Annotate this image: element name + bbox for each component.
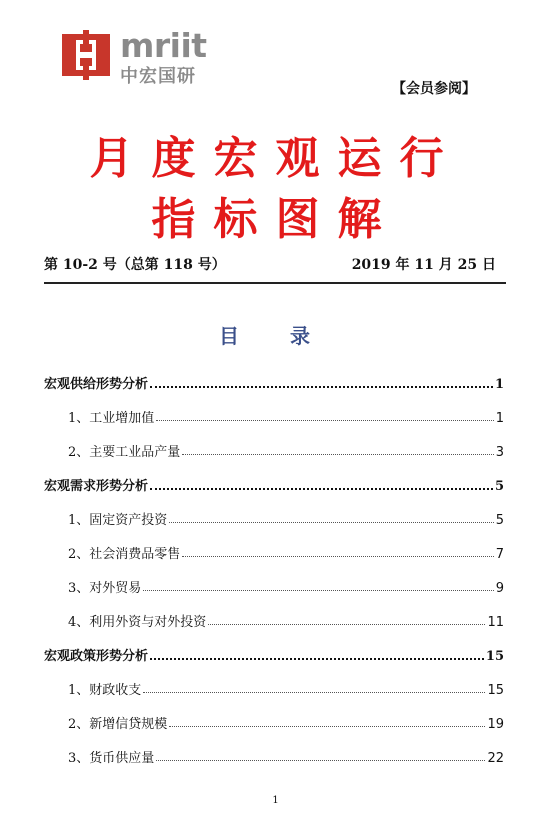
toc-heading: 目 录 bbox=[219, 324, 332, 348]
toc-leader bbox=[143, 692, 485, 693]
toc-label: 宏观供给形势分析 bbox=[44, 377, 149, 392]
toc-page: 15 bbox=[485, 649, 504, 664]
toc-label: 1、工业增加值 bbox=[68, 411, 155, 426]
toc-item-industrial-output[interactable] bbox=[44, 426, 504, 460]
toc-leader bbox=[182, 454, 493, 455]
toc-label: 3、货币供应量 bbox=[68, 751, 155, 766]
toc-page: 19 bbox=[487, 717, 504, 732]
toc-label: 1、财政收支 bbox=[68, 683, 142, 698]
toc-leader bbox=[143, 590, 493, 591]
issue-date: 2019 年 11 月 25 日 bbox=[351, 257, 496, 273]
toc-section-policy[interactable] bbox=[44, 630, 504, 664]
table-of-contents bbox=[44, 358, 504, 766]
toc-item-retail-sales[interactable] bbox=[44, 528, 504, 562]
toc-page: 3 bbox=[495, 445, 504, 460]
toc-item-foreign-trade[interactable] bbox=[44, 562, 504, 596]
toc-leader bbox=[169, 522, 493, 523]
toc-label: 宏观需求形势分析 bbox=[44, 479, 149, 494]
toc-label: 4、利用外资与对外投资 bbox=[68, 615, 207, 630]
toc-item-industrial-value-added[interactable] bbox=[44, 392, 504, 426]
logo-text-en: mriit bbox=[120, 26, 207, 65]
logo-text-cn: 中宏国研 bbox=[120, 66, 196, 87]
issue-number: 第 10-2 号（总第 118 号） bbox=[44, 257, 226, 273]
toc-label: 2、社会消费品零售 bbox=[68, 547, 181, 562]
toc-page: 1 bbox=[495, 411, 504, 426]
page-number: 1 bbox=[272, 795, 279, 806]
toc-leader bbox=[169, 726, 485, 727]
toc-label: 1、固定资产投资 bbox=[68, 513, 168, 528]
toc-page: 11 bbox=[487, 615, 504, 630]
toc-item-foreign-investment[interactable] bbox=[44, 596, 504, 630]
member-badge: 【会员参阅】 bbox=[392, 81, 476, 97]
toc-item-money-supply[interactable] bbox=[44, 732, 504, 766]
toc-page: 5 bbox=[494, 479, 504, 494]
toc-item-fiscal[interactable] bbox=[44, 664, 504, 698]
toc-label: 宏观政策形势分析 bbox=[44, 649, 149, 664]
toc-item-fixed-asset-investment[interactable] bbox=[44, 494, 504, 528]
toc-page: 9 bbox=[495, 581, 504, 596]
toc-leader bbox=[150, 488, 493, 490]
toc-item-new-credit[interactable] bbox=[44, 698, 504, 732]
toc-page: 5 bbox=[495, 513, 504, 528]
toc-label: 3、对外贸易 bbox=[68, 581, 142, 596]
brand-logo bbox=[60, 28, 220, 88]
mriit-logo-icon bbox=[60, 30, 112, 80]
toc-leader bbox=[182, 556, 493, 557]
report-title-line1: 月度宏观运行 bbox=[89, 133, 462, 184]
toc-page: 15 bbox=[487, 683, 504, 698]
toc-section-demand[interactable] bbox=[44, 460, 504, 494]
toc-page: 1 bbox=[494, 377, 504, 392]
toc-page: 7 bbox=[495, 547, 504, 562]
toc-leader bbox=[208, 624, 485, 625]
toc-page: 22 bbox=[487, 751, 504, 766]
toc-label: 2、新增信贷规模 bbox=[68, 717, 168, 732]
issue-info bbox=[44, 254, 506, 274]
toc-leader bbox=[150, 658, 484, 660]
toc-leader bbox=[156, 760, 485, 761]
toc-leader bbox=[150, 386, 493, 388]
toc-leader bbox=[156, 420, 493, 421]
toc-section-supply[interactable] bbox=[44, 358, 504, 392]
toc-label: 2、主要工业品产量 bbox=[68, 445, 181, 460]
header-divider bbox=[44, 282, 506, 284]
report-title-line2: 指标图解 bbox=[151, 194, 400, 245]
